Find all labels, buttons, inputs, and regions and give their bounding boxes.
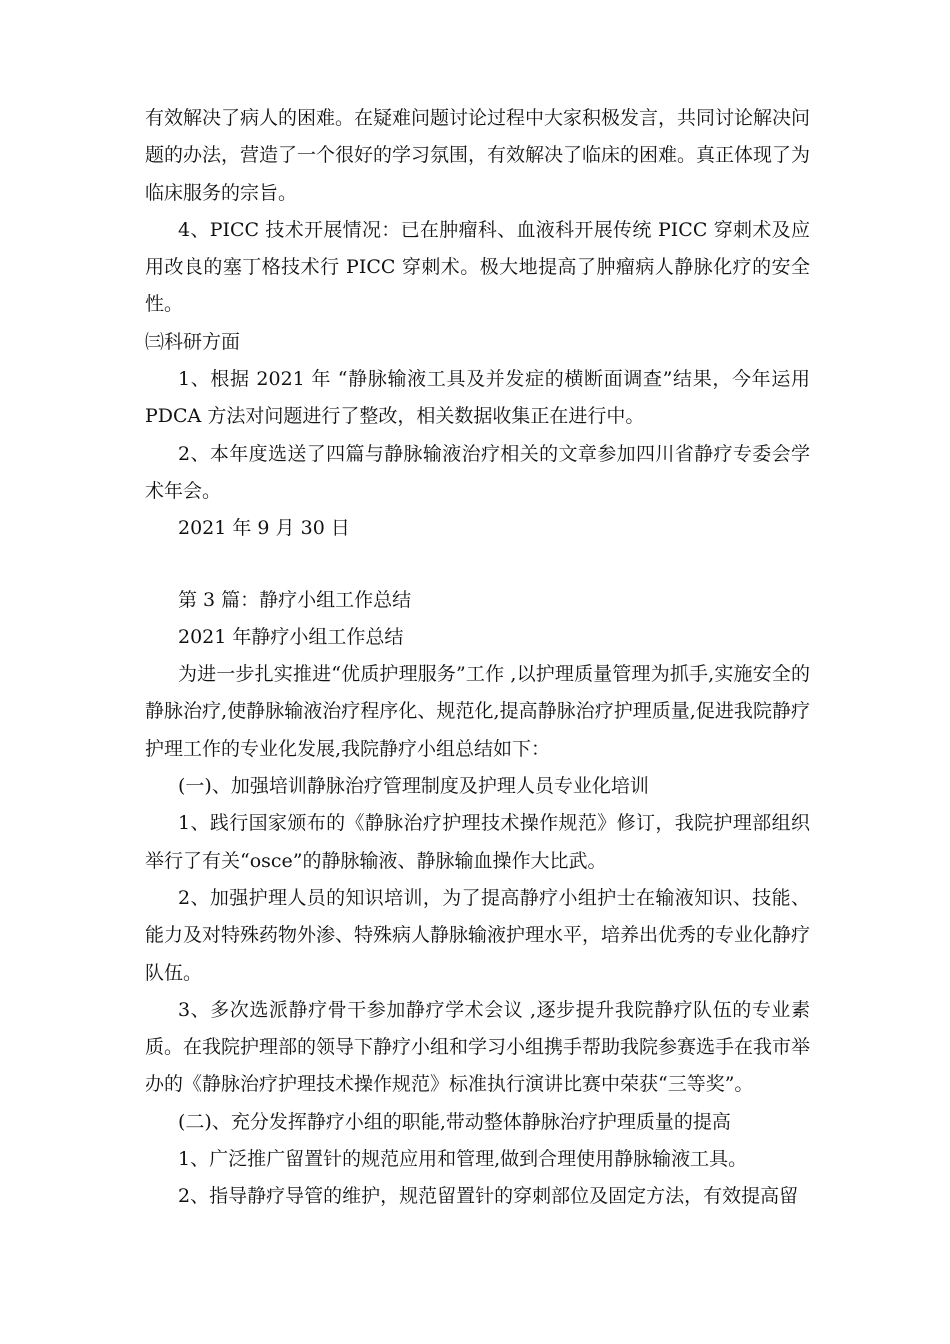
paragraph-training-item-2: 2、加强护理人员的知识培训，为了提高静疗小组护士在输液知识、技能、能力及对特殊药物外渗、特殊病人静脉输液护理水平，培养出优秀的专业化静疗队伍。	[145, 886, 811, 984]
document-date: 2021 年 9 月 30 日	[178, 517, 350, 540]
paragraph-research-item-1: 1、根据 2021 年 “静脉输液工具及并发症的横断面调查”结果，今年运用 PDCA 方法对问题进行了整改，相关数据收集正在进行中。	[145, 368, 810, 428]
paragraph-introduction: 为进一步扎实推进“优质护理服务”工作 ,以护理质量管理为抓手,实施安全的静脉治疗,使静脉输液治疗程序化、规范化,提高静脉治疗护理质量,促进我院静疗护理工作的专业化发展,我院静疗小组总结如下：	[145, 663, 810, 760]
paragraph-function-item-2: 2、指导静疗导管的维护，规范留置针的穿刺部位及固定方法，有效提高留	[178, 1185, 799, 1208]
paragraph-training-item-3: 3、多次选派静疗骨干参加静疗学术会议 ,逐步提升我院静疗队伍的专业素质。在我院护理部的领导下静疗小组和学习小组携手帮助我院参赛选手在我市举办的《静脉治疗护理技术操作规范》标准执行演讲比赛中荣获“三等奖”。	[145, 998, 811, 1096]
paragraph-difficult-case-discussion: 有效解决了病人的困难。在疑难问题讨论过程中大家积极发言，共同讨论解决问题的办法，营造了一个很好的学习氛围，有效解决了临床的困难。真正体现了为临床服务的宗旨。	[145, 107, 811, 204]
paragraph-picc-technology: 4、PICC 技术开展情况：已在肿瘤科、血液科开展传统 PICC 穿刺术及应用改良的塞丁格技术行 PICC 穿刺术。极大地提高了肿瘤病人静脉化疗的安全性。	[145, 218, 810, 316]
section-heading-group-function: (二)、充分发挥静疗小组的职能,带动整体静脉治疗护理质量的提高	[178, 1110, 731, 1133]
summary-title: 2021 年静疗小组工作总结	[178, 625, 404, 648]
paragraph-training-item-1: 1、践行国家颁布的《静脉治疗护理技术操作规范》修订，我院护理部组织举行了有关“osce”的静脉输液、静脉输血操作大比武。	[145, 812, 810, 872]
paragraph-research-item-2: 2、本年度选送了四篇与静脉输液治疗相关的文章参加四川省静疗专委会学术年会。	[145, 442, 810, 502]
document-body	[145, 100, 810, 1216]
section-heading-research: ㈢科研方面	[145, 330, 241, 353]
paragraph-function-item-1: 1、广泛推广留置针的规范应用和管理,做到合理使用静脉输液工具。	[178, 1148, 748, 1171]
section-heading-training: (一)、加强培训静脉治疗管理制度及护理人员专业化培训	[178, 775, 649, 798]
chapter-title: 第 3 篇：静疗小组工作总结	[178, 588, 412, 611]
